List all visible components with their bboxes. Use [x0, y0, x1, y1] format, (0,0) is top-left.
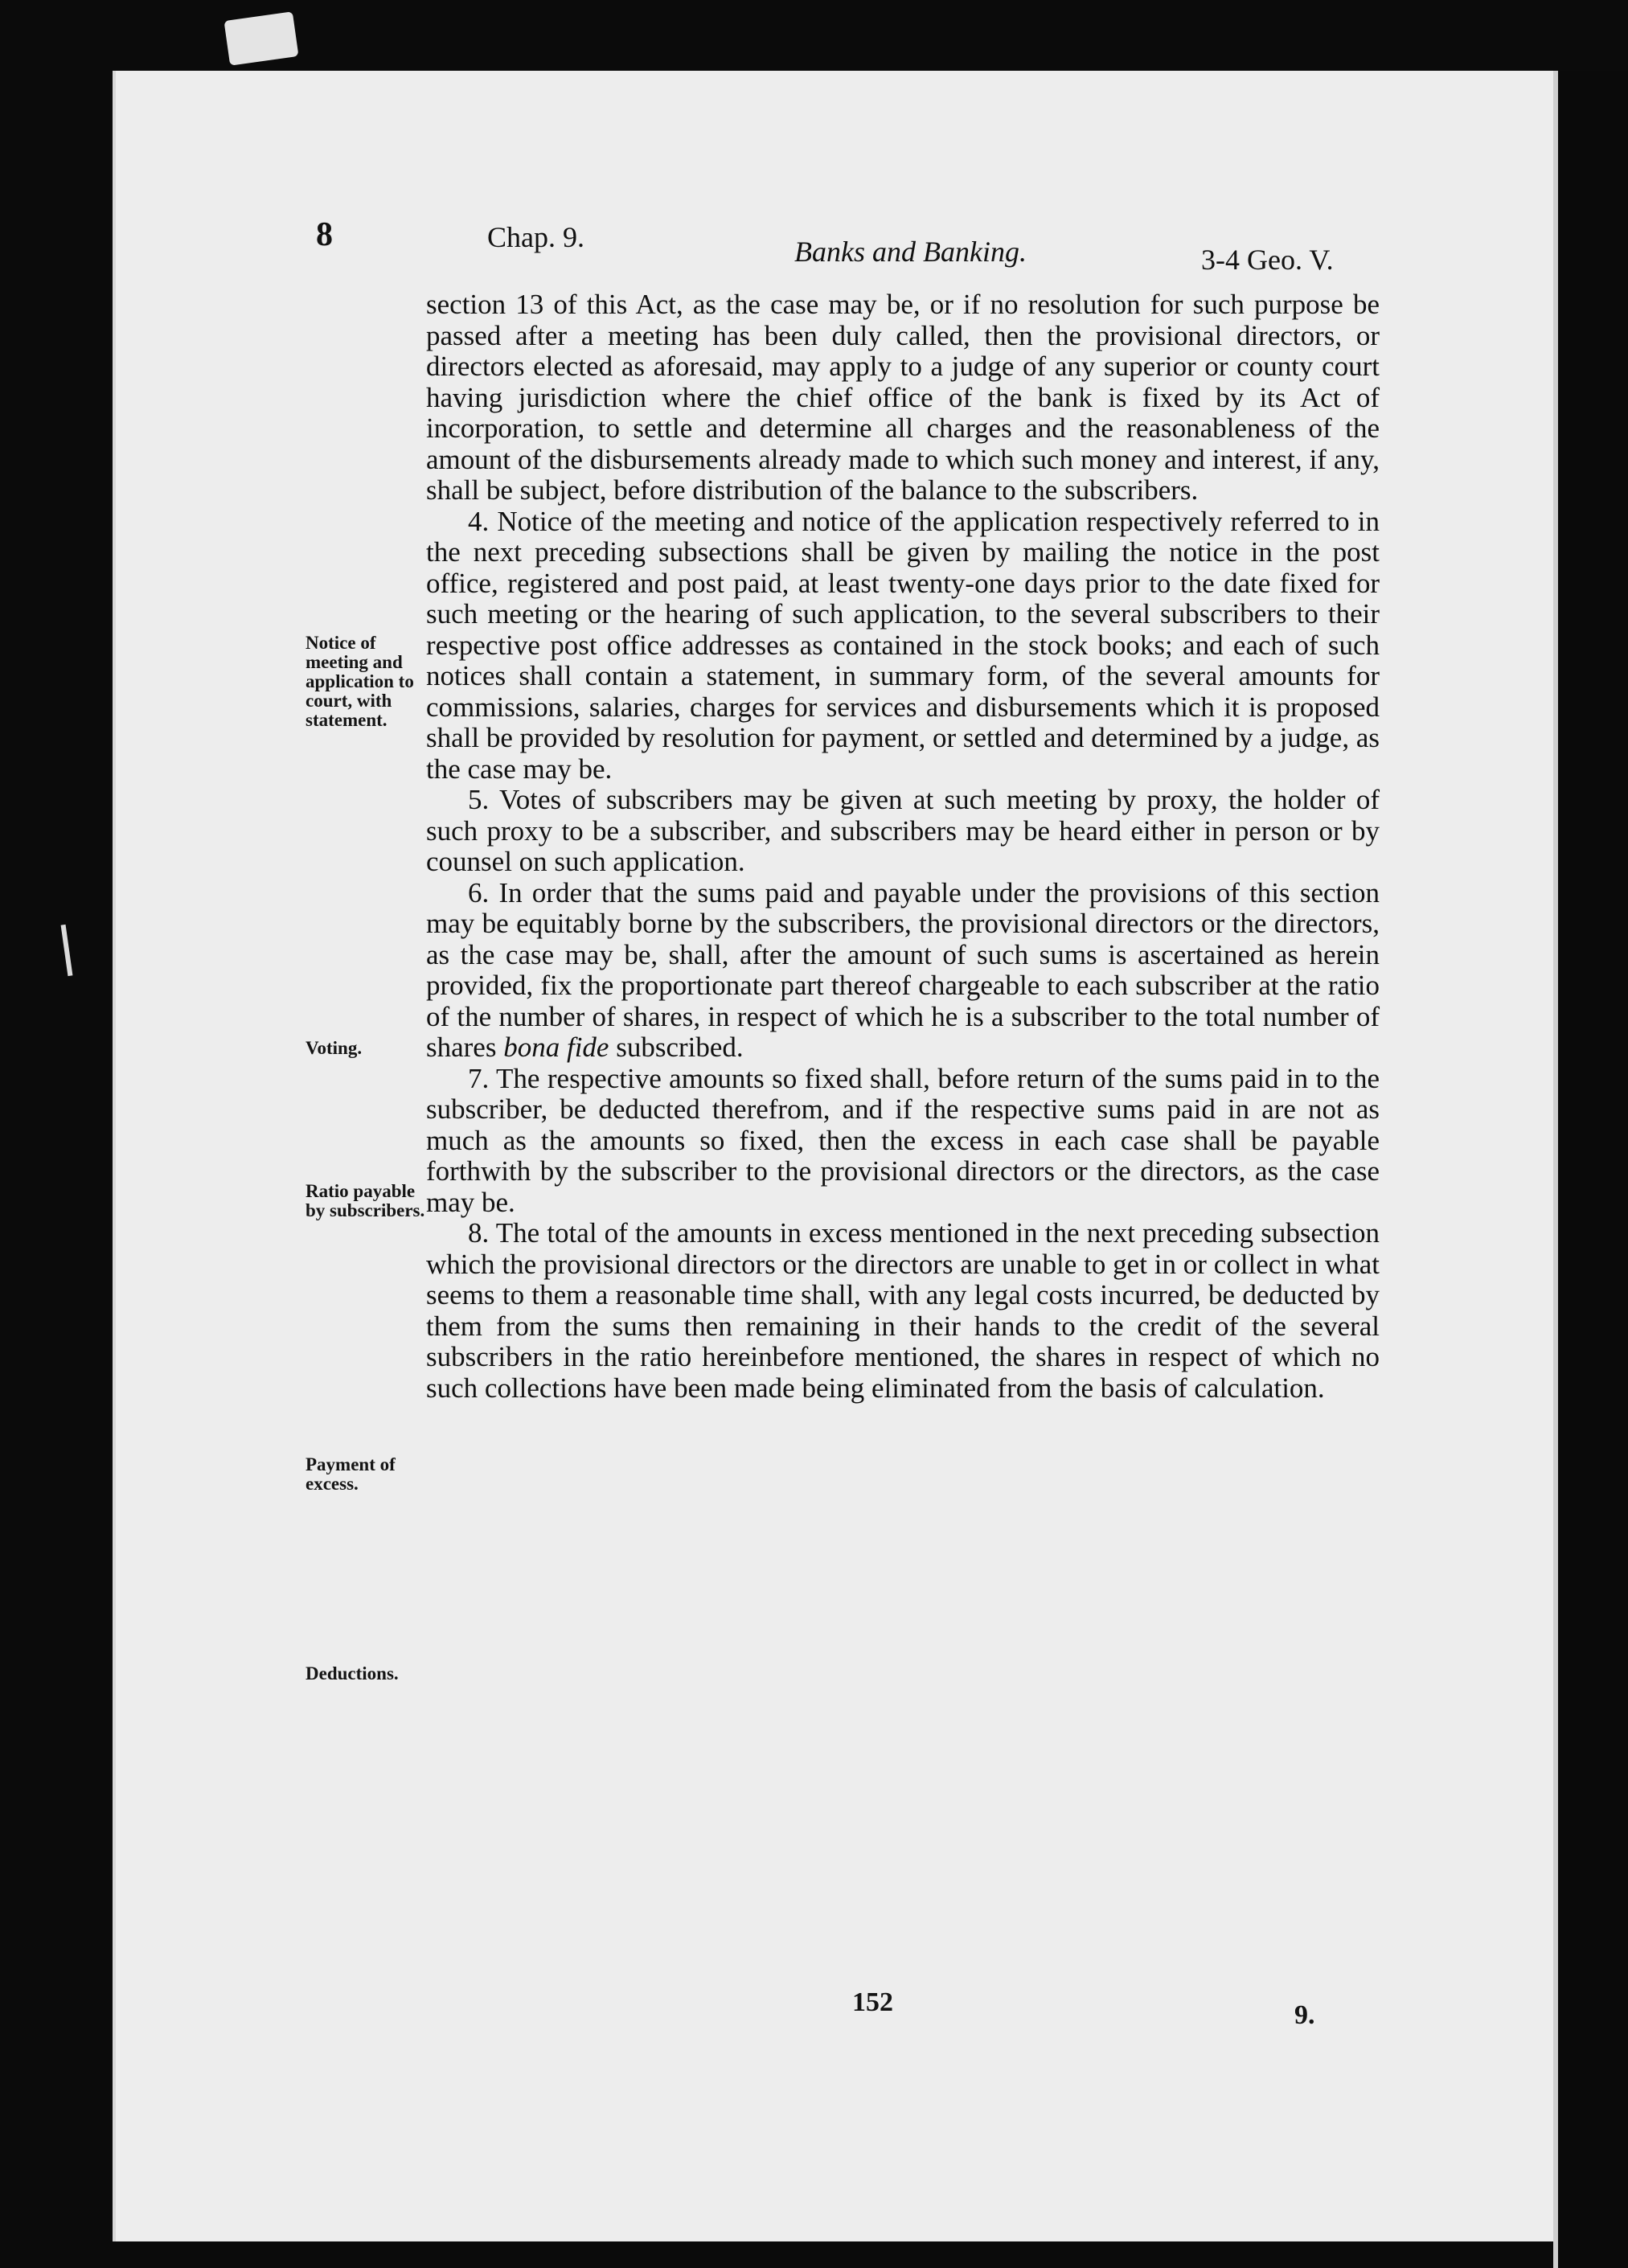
- margin-note-deductions: Deductions.: [306, 1663, 399, 1684]
- regnal-year: 3-4 Geo. V.: [1201, 244, 1334, 276]
- margin-note-ratio: Ratio payable by subscribers.: [306, 1181, 425, 1220]
- footer-page-number: 152: [852, 1987, 893, 2017]
- running-header: [0, 215, 1628, 280]
- margin-note-notice: Notice of meeting and application to court, with statement.: [306, 633, 414, 730]
- subsection-5: 5. Votes of subscribers may be given at such meeting by proxy, the holder of such proxy to be a subscriber, and subscribers may be heard either in person or by counsel on such application.: [426, 784, 1380, 877]
- subsection-6: [426, 878, 1380, 1064]
- binding-edge: [1553, 71, 1628, 2268]
- margin-note-payment: Payment of excess.: [306, 1454, 396, 1494]
- continuation-paragraph: section 13 of this Act, as the case may be, or if no resolution for such purpose be passed after a meeting has been duly called, then the provisional directors, or directors elected as aforesaid, may apply to a judge of any superior or county court having jurisdiction where the chief office of the bank is fixed by its Act of incorporation, to settle and determine all charges and the reasonableness of the amount of the disbursements already made to which such money and interest, if any, shall be subject, before distribution of the balance to the subscribers.: [426, 289, 1380, 506]
- catchword: 9.: [1294, 2000, 1315, 2030]
- subsection-6-end: subscribed.: [609, 1031, 744, 1063]
- bona-fide-italic: bona fide: [503, 1031, 609, 1063]
- subsection-7: 7. The respective amounts so fixed shall, before return of the sums paid in to the subscriber, be deducted therefrom, and if the respective sums paid in are not as much as the amounts so fixed, then the excess in each case shall be payable forthwith by the subscriber to the provisional directors or the directors, as the case may be.: [426, 1062, 1380, 1218]
- subsection-6-text: 6. In order that the sums paid and payable under the provisions of this section may be equitably borne by the subscribers, the provisional directors or the directors, as the case may be, shall, after the amount of such sums is ascertained as herein provided, fix the proportionate part thereof chargeable to each subscriber at the ratio of the number of shares, in respect of which he is a subscriber to the total number of shares: [426, 876, 1380, 1063]
- margin-note-voting: Voting.: [306, 1038, 363, 1058]
- statute-body: [426, 289, 1380, 1404]
- running-title: Banks and Banking.: [794, 236, 1027, 268]
- subsection-4: 4. Notice of the meeting and notice of the application respectively referred to in the next preceding subsections shall be given by mailing the notice in the post office, registered and post paid, at least twenty-one days prior to the date fixed for such meeting or the hearing of such application, to the several subscribers to their respective post office addresses as contained in the stock books; and each of such notices shall contain a statement, in summary form, of the several amounts for commissions, salaries, charges for services and disbursements which it is proposed shall be provided by resolution for payment, or settled and determined by a judge, as the case may be.: [426, 505, 1380, 785]
- subsection-8: 8. The total of the amounts in excess mentioned in the next preceding subsection which the provisional directors or the directors are unable to get in or collect in what seems to them a reasonable time shall, with any legal costs incurred, be deducted by them from the sums then remaining in their hands to the credit of the several subscribers in the ratio hereinbefore mentioned, the shares in respect of which no such collections have been made being eliminated from the basis of calculation.: [426, 1217, 1380, 1404]
- header-page-number: 8: [316, 216, 333, 253]
- chapter-label: Chap. 9.: [487, 221, 584, 253]
- paper-clip-mark: [224, 11, 299, 65]
